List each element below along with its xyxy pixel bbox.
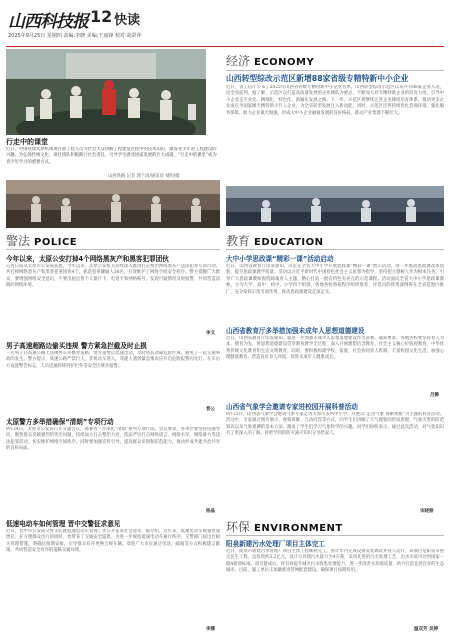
masthead: 山西科技报 <box>8 12 88 32</box>
environment-headline: 阳泉新建污水处理厂项目主体完工 <box>226 540 325 548</box>
police-body-2: 一名男子在高速公路上违规停车并横穿道路，警方接警后迅速出动，及时将其劝离危险区域，避免了一起交通事故的发生。警方提示，高速公路严禁行人、非机动车进入，驾驶人遇到紧急情况应开启危险报警闪光灯，在车后方设置警告标志，人员迅速转移到护栏外等安全区域并报警。 <box>6 351 220 369</box>
police-headline-3: 太原警方多举措确保“清朗”专项行动 <box>6 418 114 426</box>
section-education-en: EDUCATION <box>254 237 324 248</box>
page-header <box>6 5 444 47</box>
education-body-2: 近日，山西省教育厅印发通知，就进一步加强未成年人思想道德建设作出部署。通知要求，各地各校要坚持育人为本、德育为先，将思想道德建设贯穿教育教学全过程，深入开展理想信念教育、社会主义核心价值观教育、中华优秀传统文化教育和生态文明教育。同时，要积极构建学校、家庭、社会协同育人机制，丰富校园文化生活，加强心理健康教育，营造良好育人环境，促进未成年人健康成长。 <box>226 336 444 361</box>
section-economy-header <box>226 52 314 69</box>
education-byline-2: 吕静 <box>430 393 439 398</box>
divider <box>226 70 444 71</box>
police-byline-4: 李娜 <box>206 627 215 632</box>
police-body-1: 记者日前从太原市公安局获悉，今年以来，太原公安机关持续深入推进打击整治网络黑灰产违法犯罪专项行动，共打掉网络黑灰产和黑客犯罪团伙4个，抓获犯罪嫌疑人38名，有效维护了网络空间安全秩序。警方提醒广大群众，要增强网络安全意识，不要出租出售个人银行卡、电话卡和网络账号，发现可疑情况及时报警，共同营造清朗的网络环境。 <box>6 264 220 289</box>
police-headline-4: 低速电动车如何管理 晋中交警征求意见 <box>6 520 121 528</box>
economy-headline: 山西转型综改示范区新增88家省级专精特新中小企业 <box>226 74 409 83</box>
photo-caption-title: 行走中的课堂 <box>6 138 48 146</box>
divider <box>226 249 444 250</box>
education-body-1: 近日，山西省教育厅印发通知，决定在全省大中小学开展思政课“精彩一课”展示活动，进一步推动思政课改革创新，提升思政课教学质量。活动以习近平新时代中国特色社会主义思想为指导，坚持把立德树人作为根本任务，引导广大思政课教师围绕铸魂育人主题，精心打造一批有特色有亮点的示范课程。活动面向全省大中小学思政课教师，分为大学、高中、初中、小学四个组别，各地各校将按程序组织推荐，评选出的优秀课例将在全省范围内推广，充分发挥示范引领作用，推动思政课建设走深走实。 <box>226 264 444 295</box>
education-headline-1: 大中小学思政课“精彩一课”活动启动 <box>226 255 334 263</box>
issue-meta: 2025年9月25日 星期四 责编:李晓 美编:王丽锋 校对:胡彩萍 <box>8 33 142 39</box>
section-police-en: POLICE <box>34 237 78 248</box>
divider <box>6 249 220 250</box>
education-byline-3: 宋晓丽 <box>420 509 434 514</box>
section-environment-en: ENVIRONMENT <box>254 523 343 534</box>
section-education-cn: 教育 <box>226 234 251 248</box>
education-headline-2: 山西省教育厅多举措加强未成年人思想道德建设 <box>226 327 365 335</box>
page-section-title: 快读 <box>114 13 141 28</box>
photo-caption-text: 近日，中国铁建太原机场项目部工程人员为社会大众讲解工程建设过程中的技术知识，激发青少年对工程建设的兴趣。为弘扬传统文化，项目团队积极践行社会责任，引导学生感受国家发展的巨大成就，“行走中的课堂”成为青少年学习的重要方式。 <box>6 147 217 165</box>
environment-body: 近日，阳泉市新建污水处理厂项目主体工程顺利完工，预计年内完成设备安装调试并投入运行。该项目是阳泉市重点民生工程，总投资约3.2亿元，设计日处理污水能力为4万吨，采用先进的污水处理工艺，出水水质可达到国家一级A排放标准。项目建成后，将有效提升城区污水收集处理能力，进一步改善水环境质量，助力打造宜居宜业的生态城市。目前，施工单位正加紧推进管网配套建设，确保项目按期投用。 <box>226 549 444 574</box>
police-byline-3: 杨晶 <box>206 509 215 514</box>
section-environment-cn: 环保 <box>226 520 251 534</box>
section-police-header <box>6 232 77 249</box>
section-police-cn: 警法 <box>6 234 31 248</box>
third-news-photo <box>226 186 444 226</box>
divider <box>226 535 444 536</box>
page-number: 12 <box>90 7 113 26</box>
section-economy-cn: 经济 <box>226 54 251 68</box>
police-body-4: 近日，晋中市公安局交警支队就低速电动车管理工作公开征求社会意见。据介绍，近年来，低速电动车数量快速增长，在方便群众出行的同时，也带来了交通安全隐患。为进一步规范低速电动车通行秩序，交警部门拟出台相关管理措施，明确过渡期安排，引导群众有序更换合规车辆。欢迎广大市民通过电话、邮箱等方式积极建言献策，共同营造安全有序的道路交通环境。 <box>6 529 220 554</box>
education-headline-3: 山西省气象学会邀请专家进校园开展科普活动 <box>226 403 358 411</box>
police-byline-1: 李文 <box>206 331 215 336</box>
education-body-3: 9月23日，山西省气象学会邀请气象专家走进太原市多所中小学，开展以“走进气象 探索奥秘”为主题的科普活动。活动中，专家通过图片展示、视频讲解、互动问答等方式，向学生们讲解了天气现象的形成原理、气象灾害的防范知识以及气象观测的基本方法，激发了学生们学习气象科学的兴趣。同学们纷纷表示，通过此次活动，对气象知识有了更深入的了解，将把学到的防灾减灾知识分享给家人。 <box>226 412 444 437</box>
environment-byline: 温双芳 吴婷 <box>414 627 439 632</box>
police-body-3: 9月24日，太原市公安局召开专题会议，部署进一步深化“清朗”系列专项行动。会议要求，各单位要坚持问题导向，聚焦群众反映强烈的突出问题，持续加大打击整治力度，依法严厉打击网络谣言、网络水军、网络暴力等违法犯罪活动，切实维护网络空间秩序。同时要加强宣传引导，提高群众识别和防范能力，推动形成共建共治共享的良好局面。 <box>6 427 220 452</box>
section-economy-en: ECONOMY <box>254 57 315 68</box>
police-headline-1: 今年以来，太原公安打掉4个网络黑灰产和黑客犯罪团伙 <box>6 255 169 263</box>
economy-body: 近日，省工信厅公布了2025年山西省省级专精特新中小企业名单，山西转型综改示范区以来共有88家企业入选，居全省前列。据了解，示范区以打造高质量发展的企业梯队为重点，不断加大对专精特新企业的培育力度，引导中小企业走专业化、精细化、特色化、新颖化发展之路。下一步，示范区将继续完善企业梯度培育体系，推动更多企业成长为国家级专精特新小巨人企业，为全省转型发展注入新动能。同时，示范区还将持续优化营商环境，强化服务保障，助力企业做大做强，形成大中小企业融通发展的良好格局，推动产业集群不断壮大。 <box>226 85 444 116</box>
photo-credit: 山西铁路 记者 郭兰屏/通讯员 刘明/摄 <box>108 174 180 179</box>
second-news-photo <box>6 180 220 228</box>
police-headline-2: 男子高速超路边偷买违规 警方紧急拦截及时止损 <box>6 342 147 350</box>
section-environment-header <box>226 518 343 535</box>
top-news-photo <box>6 49 206 135</box>
police-byline-2: 晋公 <box>206 407 215 412</box>
section-education-header <box>226 232 323 249</box>
